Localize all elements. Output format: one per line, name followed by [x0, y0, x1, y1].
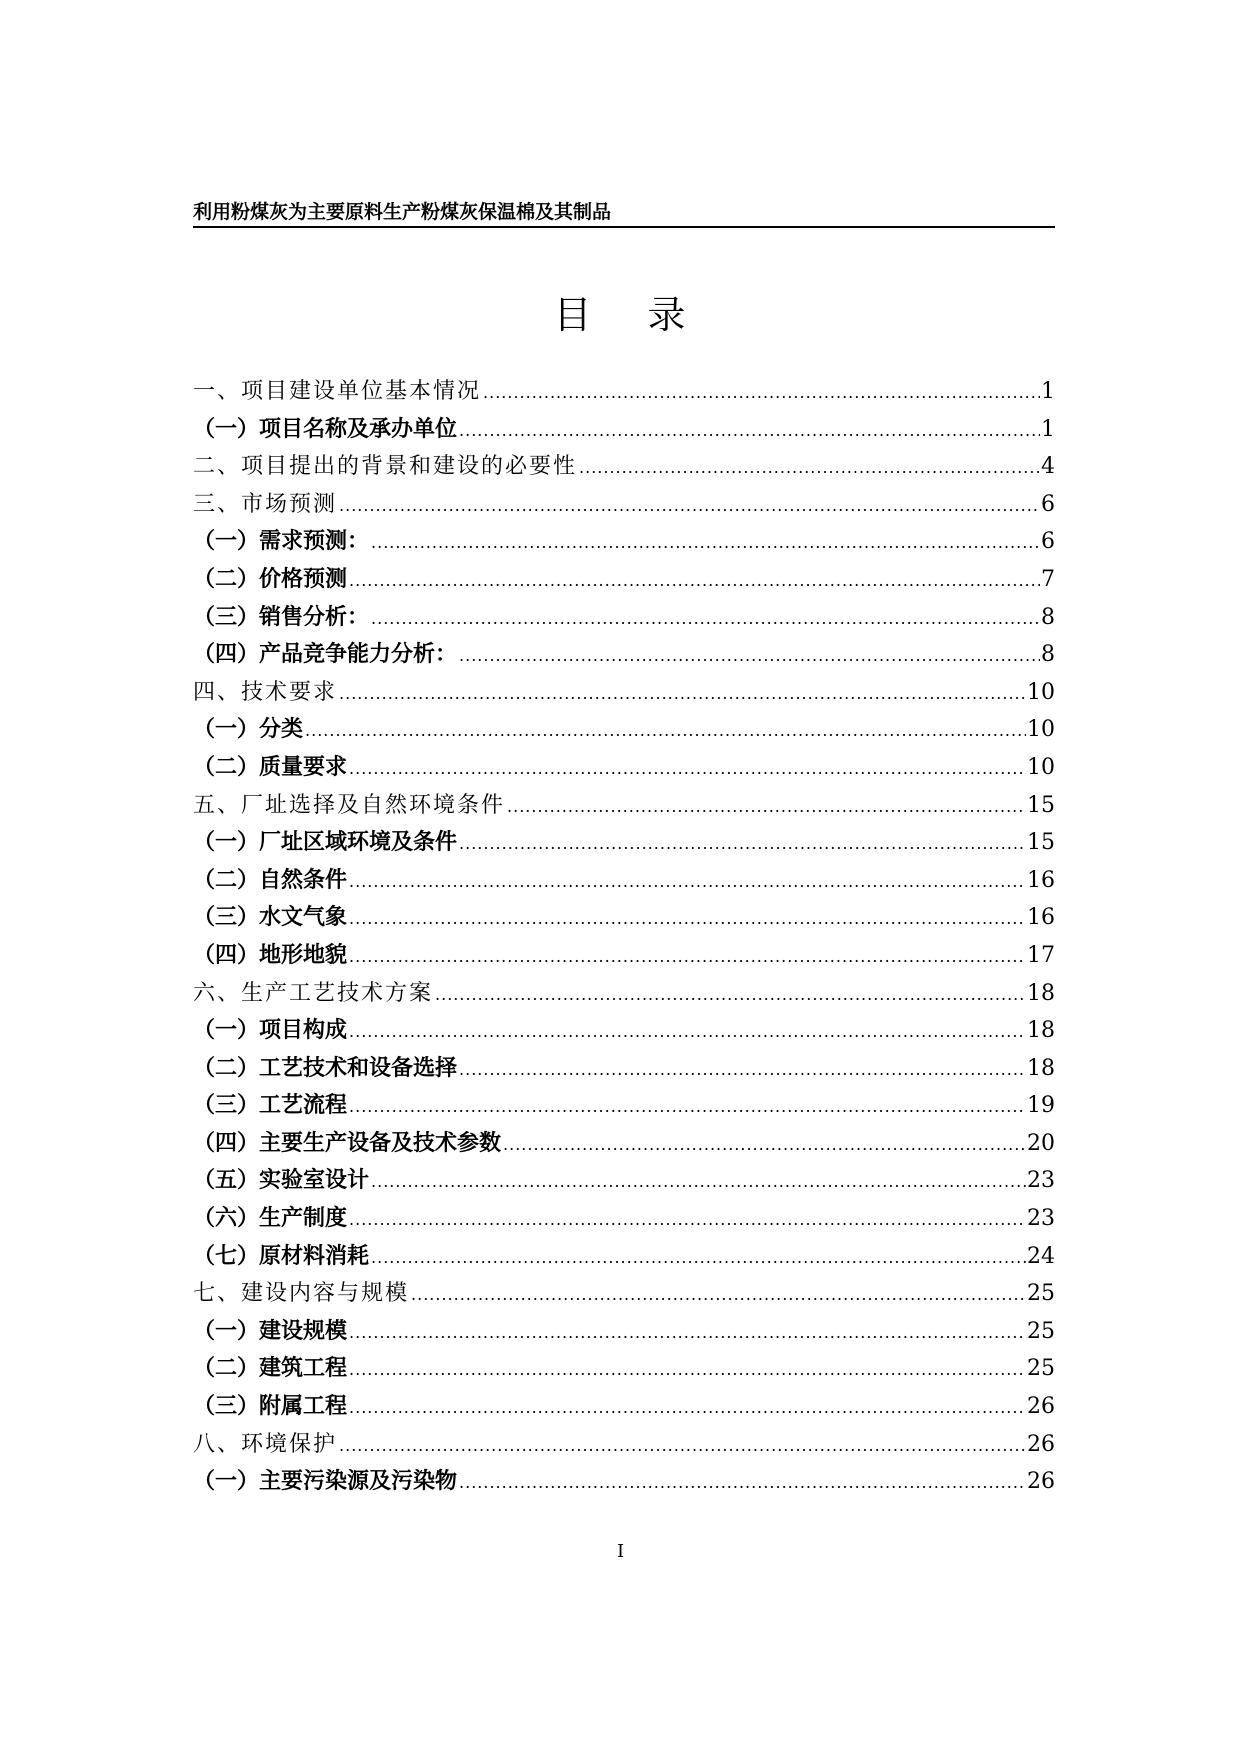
toc-entry-page: 7 [1041, 566, 1055, 592]
toc-entry-label: （一）主要污染源及污染物 [193, 1469, 458, 1495]
toc-dot-leader [349, 1013, 1026, 1051]
toc-entry-page: 19 [1027, 1093, 1055, 1119]
toc-entry-page: 20 [1027, 1130, 1055, 1156]
toc-entry-page: 16 [1027, 867, 1055, 893]
toc-entry-page: 25 [1027, 1356, 1055, 1382]
document-header: 利用粉煤灰为主要原料生产粉煤灰保温棉及其制品 [193, 200, 1055, 228]
toc-entry-label: （二）自然条件 [193, 867, 348, 893]
toc-entry-label: （三）水文气象 [193, 905, 348, 931]
toc-entry[interactable] [193, 1388, 1055, 1426]
toc-entry-label: （三）附属工程 [193, 1394, 348, 1420]
toc-dot-leader [349, 1351, 1026, 1389]
toc-entry-page: 4 [1041, 454, 1055, 480]
toc-entry-label: （二）工艺技术和设备选择 [193, 1055, 458, 1081]
toc-entry[interactable] [193, 1050, 1055, 1088]
page-title: 目 录 [553, 293, 708, 337]
toc-entry[interactable] [193, 711, 1055, 749]
toc-entry-label: 五、厂址选择及自然环境条件 [193, 792, 506, 818]
toc-entry-page: 15 [1027, 792, 1055, 818]
toc-entry[interactable] [193, 787, 1055, 825]
toc-dot-leader [459, 825, 1026, 863]
toc-dot-leader [459, 1464, 1026, 1502]
toc-entry[interactable] [193, 1426, 1055, 1464]
toc-dot-leader [483, 374, 1040, 412]
toc-entry-label: （二）建筑工程 [193, 1356, 348, 1382]
toc-dot-leader [349, 1201, 1026, 1239]
toc-entry[interactable] [193, 411, 1055, 449]
toc-entry-label: 二、项目提出的背景和建设的必要性 [193, 454, 578, 480]
toc-entry-page: 18 [1027, 1055, 1055, 1081]
toc-dot-leader [507, 788, 1026, 826]
toc-entry-page: 23 [1027, 1206, 1055, 1232]
toc-dot-leader [503, 1126, 1026, 1164]
toc-dot-leader [371, 600, 1040, 638]
toc-entry-label: （三）工艺流程 [193, 1093, 348, 1119]
toc-entry-page: 10 [1027, 717, 1055, 743]
toc-entry-page: 8 [1041, 642, 1055, 668]
toc-entry-page: 6 [1041, 491, 1055, 517]
toc-entry-label: 八、环境保护 [193, 1431, 338, 1457]
toc-entry-page: 10 [1027, 679, 1055, 705]
toc-dot-leader [371, 1163, 1026, 1201]
toc-entry-page: 8 [1041, 604, 1055, 630]
toc-entry[interactable] [193, 1463, 1055, 1501]
toc-dot-leader [459, 412, 1040, 450]
toc-entry-page: 18 [1027, 980, 1055, 1006]
toc-entry-page: 1 [1041, 379, 1055, 404]
toc-entry-page: 24 [1027, 1243, 1055, 1269]
toc-entry-label: （四）主要生产设备及技术参数 [193, 1130, 502, 1156]
toc-dot-leader [339, 487, 1040, 525]
toc-entry[interactable] [193, 1087, 1055, 1125]
toc-entry-label: （一）需求预测： [193, 529, 370, 555]
toc-dot-leader [349, 562, 1040, 600]
toc-dot-leader [459, 637, 1040, 675]
toc-entry-label: 七、建设内容与规模 [193, 1281, 410, 1307]
toc-entry-page: 25 [1027, 1318, 1055, 1344]
toc-entry-page: 1 [1041, 416, 1055, 442]
toc-entry[interactable] [193, 523, 1055, 561]
toc-entry-label: （四）产品竞争能力分析： [193, 642, 458, 668]
toc-entry-page: 26 [1027, 1469, 1055, 1495]
toc-entry-label: 三、市场预测 [193, 491, 338, 517]
toc-entry[interactable] [193, 486, 1055, 524]
toc-entry[interactable] [193, 1012, 1055, 1050]
toc-entry[interactable] [193, 824, 1055, 862]
toc-entry-label: （四）地形地貌 [193, 942, 348, 968]
toc-dot-leader [349, 938, 1026, 976]
toc-entry[interactable] [193, 899, 1055, 937]
toc-entry[interactable] [193, 749, 1055, 787]
toc-dot-leader [579, 449, 1040, 487]
toc-dot-leader [371, 524, 1040, 562]
toc-entry[interactable] [193, 674, 1055, 712]
toc-entry-page: 6 [1041, 529, 1055, 555]
toc-entry-label: （一）项目构成 [193, 1018, 348, 1044]
toc-entry-page: 26 [1027, 1394, 1055, 1420]
toc-entry[interactable] [193, 1238, 1055, 1276]
toc-entry-page: 25 [1027, 1281, 1055, 1307]
toc-entry[interactable] [193, 1200, 1055, 1238]
toc-entry-label: （一）项目名称及承办单位 [193, 416, 458, 442]
toc-dot-leader [411, 1276, 1026, 1314]
toc-dot-leader [349, 1088, 1026, 1126]
toc-entry-label: （一）建设规模 [193, 1318, 348, 1344]
toc-entry-label: （一）分类 [193, 717, 304, 743]
toc-entry-page: 16 [1027, 905, 1055, 931]
toc-entry-label: （六）生产制度 [193, 1206, 348, 1232]
toc-entry-page: 15 [1027, 830, 1055, 856]
toc-dot-leader [349, 900, 1026, 938]
toc-entry[interactable] [193, 1313, 1055, 1351]
toc-entry-label: 四、技术要求 [193, 679, 338, 705]
page-number: I [616, 1541, 625, 1562]
toc-entry[interactable] [193, 1125, 1055, 1163]
toc-dot-leader [305, 712, 1026, 750]
toc-entry[interactable] [193, 937, 1055, 975]
toc-entry-label: （一）厂址区域环境及条件 [193, 830, 458, 856]
table-of-contents [193, 373, 1055, 1501]
toc-entry-page: 17 [1027, 942, 1055, 968]
toc-dot-leader [349, 863, 1026, 901]
toc-entry[interactable] [193, 373, 1055, 411]
toc-entry[interactable] [193, 599, 1055, 637]
toc-entry[interactable] [193, 862, 1055, 900]
toc-dot-leader [435, 976, 1026, 1014]
toc-entry-label: （七）原材料消耗 [193, 1243, 370, 1269]
toc-entry[interactable] [193, 636, 1055, 674]
toc-entry-page: 10 [1027, 754, 1055, 780]
toc-entry[interactable] [193, 561, 1055, 599]
toc-dot-leader [339, 1427, 1026, 1465]
toc-entry-page: 26 [1027, 1431, 1055, 1457]
toc-entry-label: （五）实验室设计 [193, 1168, 370, 1194]
toc-entry-label: （二）质量要求 [193, 754, 348, 780]
toc-entry-label: （三）销售分析： [193, 604, 370, 630]
toc-entry-label: 一、项目建设单位基本情况 [193, 379, 482, 404]
toc-entry[interactable] [193, 1162, 1055, 1200]
toc-dot-leader [349, 750, 1026, 788]
toc-dot-leader [339, 675, 1026, 713]
toc-dot-leader [459, 1051, 1026, 1089]
toc-entry[interactable] [193, 448, 1055, 486]
toc-entry-label: 六、生产工艺技术方案 [193, 980, 434, 1006]
toc-entry-label: （二）价格预测 [193, 566, 348, 592]
toc-dot-leader [349, 1389, 1026, 1427]
toc-entry-page: 23 [1027, 1168, 1055, 1194]
toc-entry-page: 18 [1027, 1018, 1055, 1044]
toc-dot-leader [371, 1239, 1026, 1277]
toc-entry[interactable] [193, 1275, 1055, 1313]
toc-entry[interactable] [193, 975, 1055, 1013]
toc-dot-leader [349, 1314, 1026, 1352]
toc-entry[interactable] [193, 1350, 1055, 1388]
